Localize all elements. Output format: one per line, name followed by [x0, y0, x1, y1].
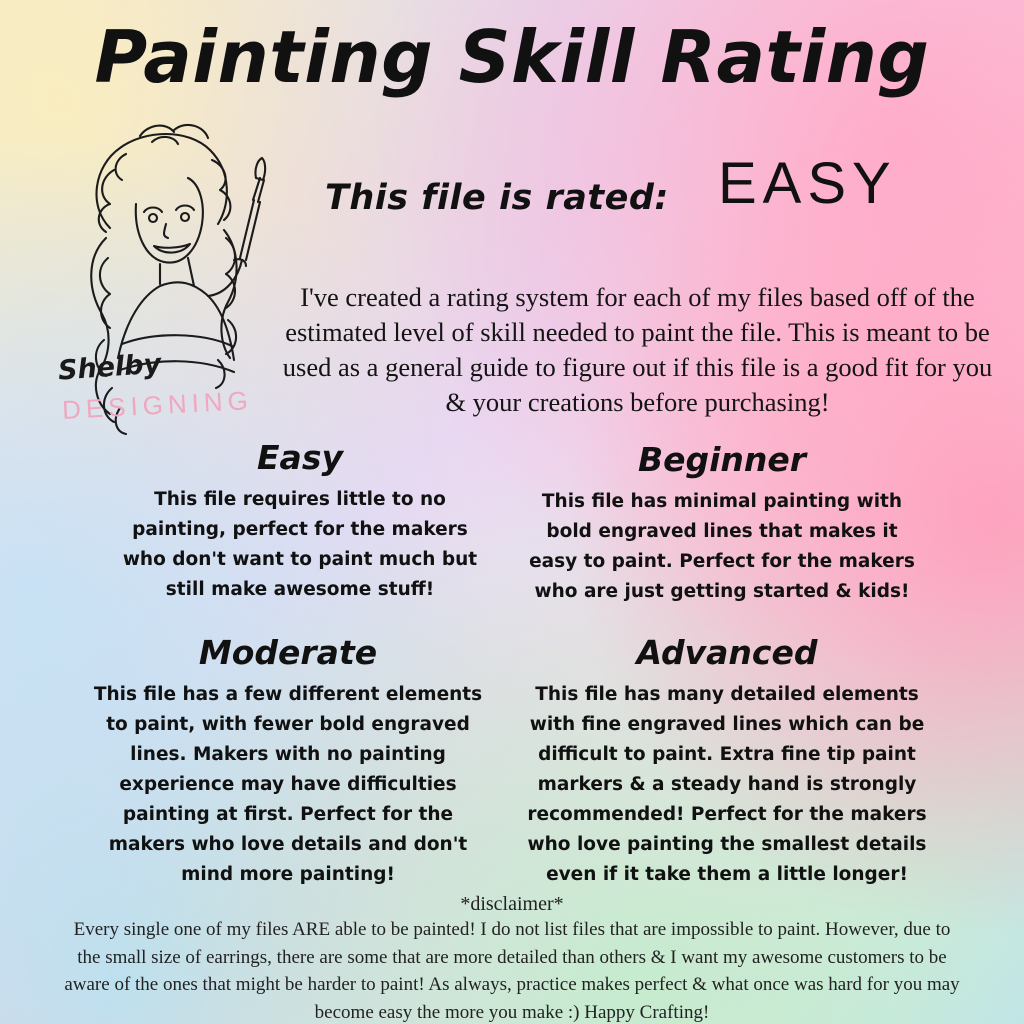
level-block-easy	[110, 438, 490, 605]
level-body-moderate: This file has a few different elements to paint, with fewer bold engraved lines. Makers with no painting experience may have difficulties painting at first. Perfect for the makers who love details and don't mind more painting!	[93, 684, 483, 885]
level-body-easy: This file requires little to no painting, perfect for the makers who don't want to paint much but still make awesome stuff!	[122, 489, 478, 600]
level-title-moderate: Moderate	[198, 633, 378, 672]
logo-brand-name: Shelby	[57, 348, 163, 387]
disclaimer-body: Every single one of my files ARE able to be painted! I do not list files that are impossible to paint. However, due to the small size of earrings, there are some that are more detailed than others & I want my awesome customers to be aware of the ones that might be harder to paint! As always, practice makes perfect & what once was hard for you may become easy the more you make :) Happy Crafting!	[64, 919, 960, 1023]
intro-paragraph: I've created a rating system for each of my files based off of the estimated level of skill needed to paint the file. This is meant to be used as a general guide to figure out if this file is a good fit for you & your creations before purchasing!	[282, 282, 993, 417]
level-block-beginner	[528, 440, 916, 607]
logo-brand-subtitle: DESIGNING	[61, 385, 254, 425]
rating-value: EASY	[718, 151, 897, 216]
level-title-easy: Easy	[257, 438, 343, 477]
level-title-beginner: Beginner	[637, 440, 807, 479]
rating-label: This file is rated:	[325, 178, 669, 218]
level-body-advanced: This file has many detailed elements with fine engraved lines which can be difficult to paint. Extra fine tip paint markers & a steady hand is strongly recommended! Perfect for the makers who love painting the smallest details even if it take them a little longer!	[527, 684, 927, 885]
level-body-beginner: This file has minimal painting with bold engraved lines that makes it easy to paint. Perfect for the makers who are just getting started & kids!	[529, 491, 915, 602]
page-title: Painting Skill Rating	[94, 15, 930, 99]
level-title-advanced: Advanced	[636, 633, 818, 672]
disclaimer-title: *disclaimer*	[460, 893, 564, 915]
level-block-moderate	[92, 633, 484, 890]
level-block-advanced	[512, 633, 942, 890]
